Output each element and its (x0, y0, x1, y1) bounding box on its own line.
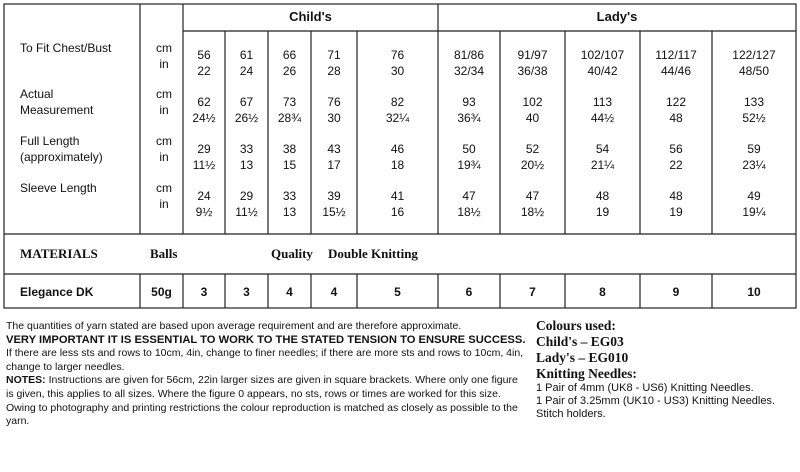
size-value-in: 44½ (590, 111, 615, 125)
size-value-cm: 33 (239, 142, 254, 156)
size-value-in: 28 (327, 64, 341, 78)
row-label-chest: To Fit Chest/Bust (20, 41, 112, 55)
childs-colour: Child's – EG03 (536, 334, 624, 349)
size-value-cm: 33 (282, 189, 297, 203)
size-value-cm: 113 (592, 95, 613, 109)
unit-cm: cm (156, 134, 172, 148)
size-value-in: 26 (282, 64, 297, 78)
size-value-in: 18 (390, 158, 405, 172)
size-value-in: 32¼ (385, 111, 410, 125)
notes-block (6, 320, 526, 429)
size-value-in: 30 (390, 64, 405, 78)
row-label-actual: Actual (20, 87, 54, 101)
size-value-in: 13 (282, 205, 297, 219)
colours-needles-panel (536, 318, 798, 421)
size-value-cm: 46 (390, 142, 405, 156)
size-value-cm: 73 (282, 95, 297, 109)
size-value-in: 26½ (234, 111, 259, 125)
size-value-in: 21¼ (590, 158, 615, 172)
size-value-in: 19¼ (742, 205, 766, 219)
stitch-holders: Stitch holders. (536, 408, 606, 420)
size-value-cm: 47 (525, 189, 540, 203)
size-value-in: 36/38 (517, 64, 548, 78)
size-value-in: 22 (669, 158, 683, 172)
size-value-in: 13 (239, 158, 254, 172)
yarn-name: Elegance DK (20, 285, 94, 299)
size-value-in: 19¾ (457, 158, 481, 172)
ball-count: 4 (286, 285, 293, 299)
size-value-in: 32/34 (453, 64, 485, 78)
size-value-cm: 91/97 (517, 48, 548, 62)
size-value-cm: 29 (197, 142, 211, 156)
needles-heading: Knitting Needles: (536, 366, 637, 381)
quantities-note: The quantities of yarn stated are based upon average requirement and are therefore approximate. (6, 320, 462, 332)
header-childs: Child's (289, 9, 332, 24)
ball-count: 9 (672, 285, 680, 299)
ball-count: 10 (747, 285, 761, 299)
size-value-in: 20½ (520, 158, 545, 172)
size-value-in: 18½ (520, 205, 545, 219)
tension-warning: VERY IMPORTANT IT IS ESSENTIAL TO WORK TO THE STATED TENSION TO ENSURE SUCCESS. (6, 333, 526, 346)
size-value-cm: 52 (525, 142, 540, 156)
row-label-length-2: (approximately) (20, 150, 103, 164)
size-value-in: 48/50 (738, 64, 770, 78)
size-value-in: 11½ (192, 158, 216, 172)
size-value-in: 23¼ (742, 158, 766, 172)
size-value-cm: 61 (239, 48, 254, 62)
size-value-cm: 66 (282, 48, 297, 62)
size-value-in: 30 (327, 111, 341, 125)
size-value-in: 52½ (742, 111, 766, 125)
size-value-cm: 41 (390, 189, 405, 203)
row-label-sleeve: Sleeve Length (20, 181, 97, 195)
size-value-cm: 49 (747, 189, 761, 203)
size-value-in: 40 (525, 111, 540, 125)
quality-label: Quality (271, 246, 313, 261)
unit-in: in (159, 103, 169, 117)
size-value-in: 17 (327, 158, 341, 172)
ball-count: 8 (599, 285, 606, 299)
size-value-cm: 24 (197, 189, 211, 203)
colours-heading: Colours used: (536, 318, 616, 333)
size-value-in: 24 (239, 64, 254, 78)
size-value-in: 40/42 (587, 64, 618, 78)
row-label-length: Full Length (20, 134, 80, 148)
size-value-cm: 76 (327, 95, 341, 109)
size-value-cm: 122/127 (732, 48, 776, 62)
size-value-cm: 102 (522, 95, 543, 109)
size-value-in: 48 (669, 111, 683, 125)
size-value-cm: 56 (669, 142, 683, 156)
size-value-in: 9½ (195, 205, 213, 219)
row-label-actual-2: Measurement (20, 103, 94, 117)
size-value-cm: 133 (743, 95, 765, 109)
size-value-cm: 48 (669, 189, 683, 203)
size-value-cm: 39 (327, 189, 341, 203)
size-value-cm: 93 (462, 95, 476, 109)
size-value-cm: 38 (282, 142, 297, 156)
needle-325mm: 1 Pair of 3.25mm (UK10 - US3) Knitting Needles. (536, 395, 776, 407)
double-knitting-label: Double Knitting (328, 246, 418, 261)
ball-count: 5 (394, 285, 401, 299)
size-value-in: 22 (197, 64, 211, 78)
balls-label: Balls (150, 246, 178, 261)
size-value-cm: 71 (327, 48, 341, 62)
size-value-cm: 112/117 (655, 48, 697, 62)
needle-4mm: 1 Pair of 4mm (UK8 - US6) Knitting Needles. (536, 382, 754, 394)
ball-count: 4 (330, 285, 338, 299)
tension-note: If there are less sts and rows to 10cm, 4in, change to finer needles; if there are more sts and rows to 10cm, 4in, change to larger needles. (6, 347, 524, 373)
size-value-cm: 67 (239, 95, 254, 109)
size-value-in: 18½ (457, 205, 481, 219)
size-value-in: 15½ (322, 205, 346, 219)
unit-cm: cm (156, 181, 172, 195)
size-value-in: 28¾ (277, 111, 302, 125)
materials-label: MATERIALS (20, 246, 98, 261)
ball-count: 7 (529, 285, 536, 299)
size-value-cm: 62 (197, 95, 211, 109)
ladys-colour: Lady's – EG010 (536, 350, 629, 365)
size-value-cm: 59 (747, 142, 761, 156)
header-ladys: Lady's (596, 9, 638, 24)
size-value-cm: 47 (462, 189, 476, 203)
unit-cm: cm (156, 87, 172, 101)
notes-text: Instructions are given for 56cm, 22in larger sizes are given in square brackets. Where only one figure is given, this applies to all sizes. Where the figure 0 appears, no sts, rows or times are worked for this size. (6, 374, 518, 400)
yarn-weight: 50g (151, 285, 172, 299)
size-value-cm: 56 (197, 48, 211, 62)
size-value-in: 24½ (192, 111, 216, 125)
ball-count: 6 (465, 285, 473, 299)
unit-in: in (159, 150, 169, 164)
unit-in: in (159, 197, 169, 211)
size-value-in: 16 (390, 205, 405, 219)
size-value-in: 19 (669, 205, 683, 219)
ball-count: 3 (243, 285, 250, 299)
size-value-cm: 122 (665, 95, 687, 109)
size-value-cm: 102/107 (580, 48, 625, 62)
size-value-cm: 81/86 (453, 48, 485, 62)
size-value-in: 19 (595, 205, 610, 219)
printing-note: Owing to photography and printing restrictions the colour reproduction is matched as closely as possible to the yarn. (6, 401, 518, 428)
size-value-cm: 48 (595, 189, 610, 203)
notes-label: NOTES: (6, 374, 46, 387)
unit-cm: cm (156, 41, 172, 55)
size-value-cm: 82 (390, 95, 405, 109)
size-value-cm: 50 (462, 142, 476, 156)
ball-count: 3 (200, 285, 208, 299)
size-value-in: 15 (282, 158, 297, 172)
size-value-cm: 76 (390, 48, 405, 62)
size-value-in: 36¾ (457, 111, 481, 125)
size-value-cm: 54 (595, 142, 610, 156)
sizes-note (6, 374, 526, 401)
unit-in: in (159, 57, 169, 71)
size-value-cm: 29 (239, 189, 254, 203)
size-value-in: 11½ (235, 205, 258, 219)
size-value-cm: 43 (327, 142, 341, 156)
size-value-in: 44/46 (660, 64, 692, 78)
